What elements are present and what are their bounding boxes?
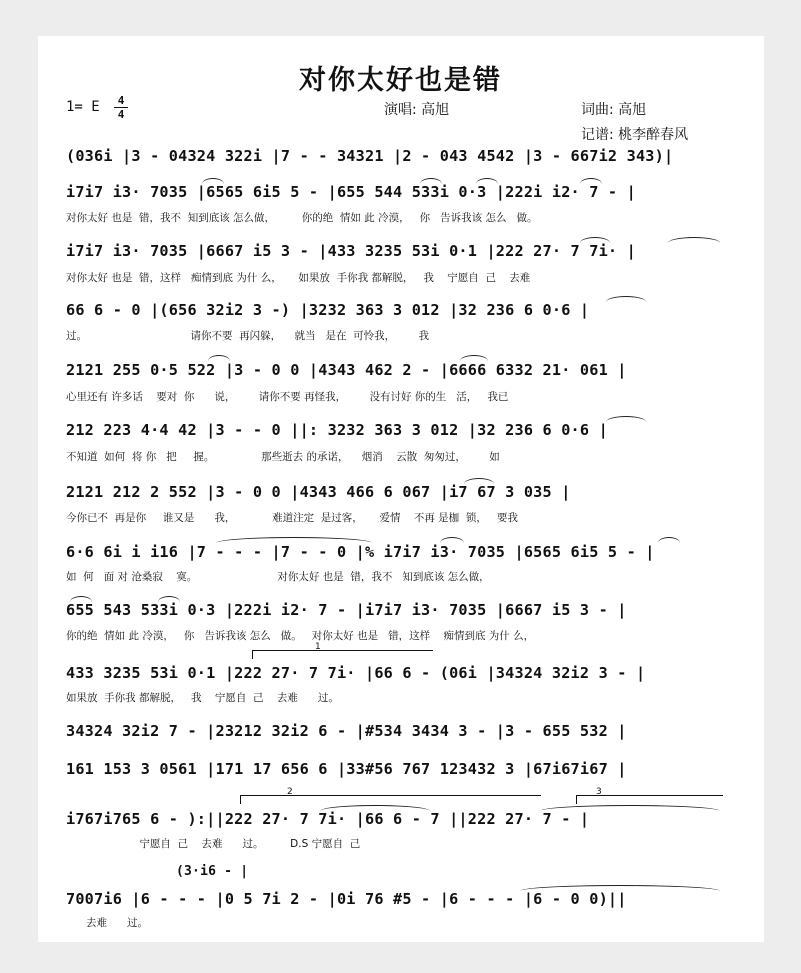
notation-line-4: 66 6 - 0 |(656 32i2 3 -) |3232 363 3 012 |32 236 6 0·6 | bbox=[66, 301, 590, 319]
notation-line-12: 161 153 3 0561 |171 17 656 6 |33#56 767 123432 3 |67i67i67 | bbox=[66, 760, 627, 778]
time-signature-bottom: 4 bbox=[117, 108, 125, 121]
time-signature-top: 4 bbox=[117, 94, 125, 107]
slur-mark bbox=[520, 885, 720, 891]
slur-mark bbox=[464, 478, 494, 484]
lyrics-line-14: 去难 过。 bbox=[66, 917, 149, 929]
lyrics-line-10: 如果放 手你我 都解脱， 我 宁愿自 己 去难 过。 bbox=[66, 692, 339, 704]
volta-2-bracket bbox=[240, 795, 541, 804]
lyrics-line-3: 对你太好 也是 错，这样 痴情到底 为什 么， 如果放 手你我 都解脱， 我 宁愿自 己 去难 bbox=[66, 272, 531, 284]
notation-line-11: 34324 32i2 7 - |23212 32i2 6 - |#534 3434 3 - |3 - 655 532 | bbox=[66, 722, 627, 740]
volta-1-bracket bbox=[252, 650, 433, 659]
slur-mark bbox=[158, 596, 180, 602]
singer-credit: 演唱: 高旭 bbox=[384, 102, 450, 118]
notation-line-2: i7i7 i3· 7035 |6565 6i5 5 - |655 544 533i 0·3 |222i i2· 7 - | bbox=[66, 183, 636, 201]
lyrics-line-8: 如 何 面 对 沧桑寂 寞。 对你太好 也是 错，我不 知到底该 怎么做， bbox=[66, 571, 490, 583]
notation-line-3: i7i7 i3· 7035 |6667 i5 3 - |433 3235 53i 0·1 |222 27· 7 7i· | bbox=[66, 242, 636, 260]
slur-mark bbox=[208, 355, 230, 361]
notation-line-5: 2121 255 0·5 522 |3 - 0 0 |4343 462 2 - |6666 6332 21· 061 | bbox=[66, 361, 627, 379]
notation-line-7: 2121 212 2 552 |3 - 0 0 |4343 466 6 067 |i7 67 3 035 | bbox=[66, 483, 571, 501]
notation-line-9: 655 543 533i 0·3 |222i i2· 7 - |i7i7 i3· 7035 |6667 i5 3 - | bbox=[66, 601, 627, 619]
slur-mark bbox=[580, 237, 610, 243]
lyrics-line-6: 不知道 如何 将 你 把 握。 那些逝去 的承诺， 烟消 云散 匆匆过， 如 bbox=[66, 451, 500, 463]
volta-2-label: 2 bbox=[287, 787, 293, 797]
notation-line-13: i767i765 6 - ):||222 27· 7 7i· |66 6 - 7 ||222 27· 7 - | bbox=[66, 810, 590, 828]
ossia-notation: (3·i6 - | bbox=[176, 864, 249, 879]
song-title: 对你太好也是错 bbox=[299, 65, 502, 96]
volta-1-label: 1 bbox=[315, 642, 321, 652]
notation-line-6: 212 223 4·4 42 |3 - - 0 ||: 3232 363 3 012 |32 236 6 0·6 | bbox=[66, 421, 608, 439]
notation-line-10: 433 3235 53i 0·1 |222 27· 7 7i· |66 6 - (06i |34324 32i2 3 - | bbox=[66, 664, 646, 682]
lyrics-line-5: 心里还有 许多话 要对 你 说， 请你不要 再怪我， 没有讨好 你的生 活， 我已 bbox=[66, 391, 509, 403]
slur-mark bbox=[216, 537, 372, 543]
slur-mark bbox=[70, 596, 92, 602]
slur-mark bbox=[580, 178, 602, 184]
volta-3-label: 3 bbox=[596, 787, 602, 797]
lyrics-line-7: 今你已不 再是你 谁又是 我， 难道注定 是过客， 爱情 不再 是枷 锁， 要我 bbox=[66, 512, 518, 524]
key-signature: 1= E bbox=[66, 99, 100, 115]
notation-line-8: 6·6 6i i i16 |7 - - - |7 - - 0 |% i7i7 i3· 7035 |6565 6i5 5 - | bbox=[66, 543, 655, 561]
slur-mark bbox=[202, 178, 224, 184]
slur-mark bbox=[440, 537, 464, 543]
slur-mark bbox=[320, 805, 430, 811]
slur-mark bbox=[460, 355, 488, 361]
lyrics-line-4: 过。 请你不要 再闪躲， 就当 是在 可怜我， 我 bbox=[66, 330, 430, 342]
lyrics-line-2: 对你太好 也是 错，我不 知到底该 怎么做， 你的绝 情如 此 冷漠， 你 告诉我该 怎么 做。 bbox=[66, 212, 538, 224]
slur-mark bbox=[606, 296, 646, 302]
slur-mark bbox=[668, 237, 720, 243]
notation-line-1: (036i |3 - 04324 322i |7 - - 34321 |2 - 043 4542 |3 - 667i2 343)| bbox=[66, 147, 674, 165]
slur-mark bbox=[606, 416, 646, 422]
slur-mark bbox=[476, 178, 498, 184]
writer-credit: 词曲: 高旭 bbox=[581, 102, 647, 118]
slur-mark bbox=[658, 537, 680, 543]
slur-mark bbox=[540, 805, 720, 811]
lyrics-line-13: 宁愿自 己 去难 过。 D.S 宁愿自 己 bbox=[66, 838, 361, 850]
notation-line-14: 7007i6 |6 - - - |0 5 7i 2 - |0i 76 #5 - |6 - - - |6 - 0 0)|| bbox=[66, 890, 627, 908]
time-signature bbox=[114, 95, 128, 120]
transcriber-credit: 记谱: 桃李醉春风 bbox=[581, 127, 689, 143]
slur-mark bbox=[420, 178, 442, 184]
lyrics-line-9: 你的绝 情如 此 冷漠， 你 告诉我该 怎么 做。 对你太好 也是 错，这样 痴情到底 为什 么， bbox=[66, 630, 535, 642]
